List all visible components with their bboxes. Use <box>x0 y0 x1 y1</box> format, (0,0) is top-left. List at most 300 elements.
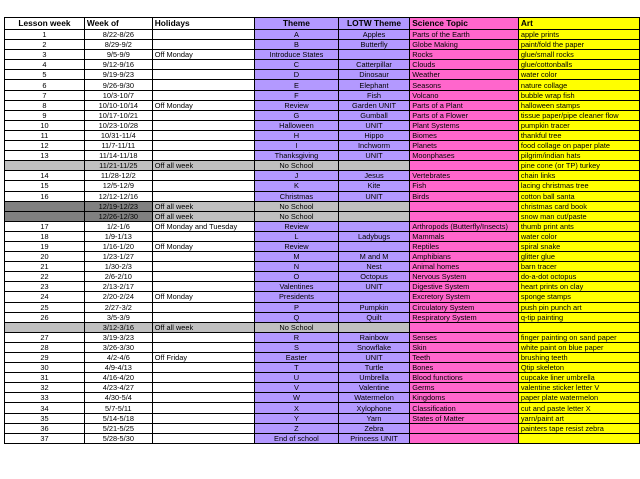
cell-lotw-theme[interactable] <box>338 201 409 211</box>
cell-holidays[interactable] <box>152 373 254 383</box>
cell-holidays[interactable] <box>152 30 254 40</box>
cell-holidays[interactable]: Off Monday <box>152 292 254 302</box>
cell-lotw-theme[interactable]: Fish <box>338 90 409 100</box>
cell-holidays[interactable] <box>152 433 254 443</box>
cell-week-of[interactable]: 2/6-2/10 <box>84 272 152 282</box>
cell-lesson-week[interactable]: 31 <box>5 373 85 383</box>
cell-science-topic[interactable]: Biomes <box>410 130 519 140</box>
cell-week-of[interactable]: 2/20-2/24 <box>84 292 152 302</box>
cell-lesson-week[interactable] <box>5 211 85 221</box>
cell-lesson-week[interactable]: 12 <box>5 141 85 151</box>
cell-lesson-week[interactable] <box>5 161 85 171</box>
cell-art[interactable]: cupcake liner umbrella <box>518 373 639 383</box>
cell-lesson-week[interactable]: 7 <box>5 90 85 100</box>
cell-lotw-theme[interactable]: Inchworm <box>338 141 409 151</box>
cell-holidays[interactable] <box>152 70 254 80</box>
cell-art[interactable]: Qtip skeleton <box>518 363 639 373</box>
cell-lesson-week[interactable]: 28 <box>5 342 85 352</box>
cell-holidays[interactable] <box>152 282 254 292</box>
cell-art[interactable]: sponge stamps <box>518 292 639 302</box>
cell-science-topic[interactable]: Kingdoms <box>410 393 519 403</box>
cell-week-of[interactable]: 10/23-10/28 <box>84 120 152 130</box>
cell-lotw-theme[interactable]: Yarn <box>338 413 409 423</box>
cell-theme[interactable]: B <box>255 40 339 50</box>
cell-art[interactable]: barn tracer <box>518 262 639 272</box>
cell-week-of[interactable]: 9/5-9/9 <box>84 50 152 60</box>
cell-lotw-theme[interactable]: Ladybugs <box>338 231 409 241</box>
cell-theme[interactable]: N <box>255 262 339 272</box>
cell-science-topic[interactable]: Birds <box>410 191 519 201</box>
cell-week-of[interactable]: 3/5-3/9 <box>84 312 152 322</box>
cell-art[interactable]: thumb print ants <box>518 221 639 231</box>
cell-science-topic[interactable]: Arthropods (Butterfly/Insects) <box>410 221 519 231</box>
cell-science-topic[interactable]: Bones <box>410 363 519 373</box>
cell-theme[interactable]: F <box>255 90 339 100</box>
cell-theme[interactable]: T <box>255 363 339 373</box>
cell-art[interactable]: q-tip painting <box>518 312 639 322</box>
cell-lotw-theme[interactable]: Catterpillar <box>338 60 409 70</box>
cell-week-of[interactable]: 5/7-5/11 <box>84 403 152 413</box>
cell-week-of[interactable]: 10/31-11/4 <box>84 130 152 140</box>
cell-lesson-week[interactable]: 37 <box>5 433 85 443</box>
cell-science-topic[interactable]: Seasons <box>410 80 519 90</box>
cell-art[interactable] <box>518 433 639 443</box>
cell-week-of[interactable]: 1/23-1/27 <box>84 252 152 262</box>
cell-week-of[interactable]: 1/16-1/20 <box>84 241 152 251</box>
cell-art[interactable]: water color <box>518 231 639 241</box>
cell-lesson-week[interactable]: 29 <box>5 353 85 363</box>
cell-lotw-theme[interactable]: Zebra <box>338 423 409 433</box>
cell-science-topic[interactable]: Germs <box>410 383 519 393</box>
table-row <box>5 383 640 393</box>
cell-theme[interactable]: Review <box>255 100 339 110</box>
cell-lotw-theme[interactable]: Valentine <box>338 383 409 393</box>
cell-theme[interactable]: V <box>255 383 339 393</box>
cell-lotw-theme[interactable]: Jesus <box>338 171 409 181</box>
cell-lesson-week[interactable]: 18 <box>5 231 85 241</box>
cell-lotw-theme[interactable]: UNIT <box>338 353 409 363</box>
cell-holidays[interactable] <box>152 252 254 262</box>
cell-art[interactable]: thankful tree <box>518 130 639 140</box>
cell-holidays[interactable]: Off Friday <box>152 353 254 363</box>
cell-science-topic[interactable]: Nervous System <box>410 272 519 282</box>
cell-science-topic[interactable]: Animal homes <box>410 262 519 272</box>
cell-lesson-week[interactable]: 3 <box>5 50 85 60</box>
cell-week-of[interactable]: 11/21-11/25 <box>84 161 152 171</box>
cell-art[interactable]: valentine sticker letter V <box>518 383 639 393</box>
cell-holidays[interactable] <box>152 332 254 342</box>
cell-week-of[interactable]: 10/3-10/7 <box>84 90 152 100</box>
cell-theme[interactable]: I <box>255 141 339 151</box>
cell-lesson-week[interactable]: 6 <box>5 80 85 90</box>
cell-holidays[interactable] <box>152 120 254 130</box>
cell-lesson-week[interactable]: 27 <box>5 332 85 342</box>
cell-holidays[interactable]: Off Monday <box>152 241 254 251</box>
cell-lotw-theme[interactable]: Xylophone <box>338 403 409 413</box>
cell-lotw-theme[interactable]: M and M <box>338 252 409 262</box>
cell-holidays[interactable] <box>152 40 254 50</box>
cell-art[interactable]: tissue paper/pipe cleaner flow <box>518 110 639 120</box>
cell-art[interactable]: spiral snake <box>518 241 639 251</box>
cell-week-of[interactable]: 4/9-4/13 <box>84 363 152 373</box>
cell-holidays[interactable] <box>152 393 254 403</box>
cell-theme[interactable]: Thanksgiving <box>255 151 339 161</box>
cell-lesson-week[interactable]: 30 <box>5 363 85 373</box>
cell-lesson-week[interactable]: 10 <box>5 120 85 130</box>
cell-art[interactable]: bubble wrap fish <box>518 90 639 100</box>
cell-theme[interactable]: M <box>255 252 339 262</box>
cell-theme[interactable]: Introduce States <box>255 50 339 60</box>
cell-lesson-week[interactable]: 24 <box>5 292 85 302</box>
cell-lesson-week[interactable]: 36 <box>5 423 85 433</box>
cell-theme[interactable]: Y <box>255 413 339 423</box>
cell-week-of[interactable]: 9/26-9/30 <box>84 80 152 90</box>
cell-week-of[interactable]: 8/29-9/2 <box>84 40 152 50</box>
table-row <box>5 252 640 262</box>
cell-holidays[interactable] <box>152 110 254 120</box>
cell-lesson-week[interactable]: 5 <box>5 70 85 80</box>
cell-week-of[interactable]: 12/26-12/30 <box>84 211 152 221</box>
header-lesson-week[interactable]: Lesson week <box>5 18 85 30</box>
cell-lotw-theme[interactable]: Princess UNIT <box>338 433 409 443</box>
cell-lesson-week[interactable]: 25 <box>5 302 85 312</box>
cell-theme[interactable]: Review <box>255 221 339 231</box>
cell-science-topic[interactable]: Excretory System <box>410 292 519 302</box>
cell-science-topic[interactable]: Clouds <box>410 60 519 70</box>
cell-art[interactable]: glue/small rocks <box>518 50 639 60</box>
cell-science-topic[interactable]: States of Matter <box>410 413 519 423</box>
cell-holidays[interactable]: Off all week <box>152 201 254 211</box>
cell-holidays[interactable] <box>152 262 254 272</box>
cell-science-topic[interactable] <box>410 433 519 443</box>
cell-theme[interactable]: E <box>255 80 339 90</box>
cell-holidays[interactable] <box>152 383 254 393</box>
cell-science-topic[interactable] <box>410 211 519 221</box>
cell-holidays[interactable]: Off all week <box>152 161 254 171</box>
cell-holidays[interactable] <box>152 60 254 70</box>
cell-week-of[interactable]: 11/7-11/11 <box>84 141 152 151</box>
cell-week-of[interactable]: 4/16-4/20 <box>84 373 152 383</box>
cell-theme[interactable]: R <box>255 332 339 342</box>
cell-week-of[interactable]: 10/10-10/14 <box>84 100 152 110</box>
cell-science-topic[interactable]: Fish <box>410 181 519 191</box>
cell-art[interactable]: glitter glue <box>518 252 639 262</box>
cell-week-of[interactable]: 4/23-4/27 <box>84 383 152 393</box>
cell-lotw-theme[interactable]: Snowflake <box>338 342 409 352</box>
cell-lesson-week[interactable]: 26 <box>5 312 85 322</box>
cell-theme[interactable]: X <box>255 403 339 413</box>
cell-holidays[interactable] <box>152 403 254 413</box>
cell-week-of[interactable]: 9/19-9/23 <box>84 70 152 80</box>
cell-science-topic[interactable]: Rocks <box>410 50 519 60</box>
header-lotw-theme[interactable]: LOTW Theme <box>338 18 409 30</box>
cell-theme[interactable]: S <box>255 342 339 352</box>
cell-art[interactable]: cotton ball santa <box>518 191 639 201</box>
cell-lesson-week[interactable]: 23 <box>5 282 85 292</box>
cell-theme[interactable]: C <box>255 60 339 70</box>
cell-lotw-theme[interactable]: UNIT <box>338 282 409 292</box>
cell-holidays[interactable] <box>152 171 254 181</box>
cell-theme[interactable]: Presidents <box>255 292 339 302</box>
cell-science-topic[interactable]: Mammals <box>410 231 519 241</box>
cell-art[interactable]: brushing teeth <box>518 353 639 363</box>
cell-art[interactable]: pumpkin tracer <box>518 120 639 130</box>
cell-holidays[interactable] <box>152 342 254 352</box>
cell-science-topic[interactable]: Plant Systems <box>410 120 519 130</box>
cell-art[interactable]: food collage on paper plate <box>518 141 639 151</box>
cell-holidays[interactable] <box>152 363 254 373</box>
cell-holidays[interactable] <box>152 191 254 201</box>
cell-lesson-week[interactable]: 1 <box>5 30 85 40</box>
cell-lotw-theme[interactable] <box>338 322 409 332</box>
cell-lesson-week[interactable]: 8 <box>5 100 85 110</box>
cell-theme[interactable]: Valentines <box>255 282 339 292</box>
cell-theme[interactable]: No School <box>255 322 339 332</box>
cell-lotw-theme[interactable]: Pumpkin <box>338 302 409 312</box>
header-art[interactable]: Art <box>518 18 639 30</box>
cell-theme[interactable]: H <box>255 130 339 140</box>
cell-week-of[interactable]: 2/27-3/2 <box>84 302 152 312</box>
cell-science-topic[interactable] <box>410 161 519 171</box>
cell-holidays[interactable] <box>152 130 254 140</box>
cell-lotw-theme[interactable]: Hippo <box>338 130 409 140</box>
cell-art[interactable]: pilgrim/indian hats <box>518 151 639 161</box>
header-theme[interactable]: Theme <box>255 18 339 30</box>
cell-lotw-theme[interactable] <box>338 211 409 221</box>
header-week-of[interactable]: Week of <box>84 18 152 30</box>
cell-lotw-theme[interactable]: Apples <box>338 30 409 40</box>
cell-week-of[interactable]: 3/12-3/16 <box>84 322 152 332</box>
cell-science-topic[interactable]: Moonphases <box>410 151 519 161</box>
cell-theme[interactable]: Z <box>255 423 339 433</box>
cell-lesson-week[interactable]: 14 <box>5 171 85 181</box>
cell-holidays[interactable] <box>152 302 254 312</box>
cell-art[interactable]: christmas card book <box>518 201 639 211</box>
cell-theme[interactable]: W <box>255 393 339 403</box>
cell-holidays[interactable]: Off all week <box>152 211 254 221</box>
cell-lotw-theme[interactable]: Turtle <box>338 363 409 373</box>
cell-lotw-theme[interactable] <box>338 50 409 60</box>
cell-lesson-week[interactable] <box>5 201 85 211</box>
cell-lotw-theme[interactable] <box>338 161 409 171</box>
cell-holidays[interactable]: Off Monday and Tuesday <box>152 221 254 231</box>
cell-theme[interactable]: Halloween <box>255 120 339 130</box>
cell-art[interactable]: yarn/paint art <box>518 413 639 423</box>
cell-lotw-theme[interactable]: Gumball <box>338 110 409 120</box>
table-row <box>5 322 640 332</box>
cell-science-topic[interactable]: Weather <box>410 70 519 80</box>
cell-art[interactable]: cut and paste letter X <box>518 403 639 413</box>
cell-theme[interactable]: A <box>255 30 339 40</box>
cell-lesson-week[interactable]: 9 <box>5 110 85 120</box>
cell-theme[interactable]: D <box>255 70 339 80</box>
cell-art[interactable]: apple prints <box>518 30 639 40</box>
cell-art[interactable]: finger painting on sand paper <box>518 332 639 342</box>
cell-theme[interactable]: Q <box>255 312 339 322</box>
table-row <box>5 332 640 342</box>
cell-holidays[interactable] <box>152 423 254 433</box>
cell-theme[interactable]: No School <box>255 201 339 211</box>
cell-holidays[interactable] <box>152 181 254 191</box>
cell-science-topic[interactable]: Volcano <box>410 90 519 100</box>
cell-art[interactable]: paper plate watermelon <box>518 393 639 403</box>
cell-science-topic[interactable]: Amphibians <box>410 252 519 262</box>
cell-science-topic[interactable] <box>410 322 519 332</box>
cell-week-of[interactable]: 4/2-4/6 <box>84 353 152 363</box>
cell-lesson-week[interactable]: 34 <box>5 403 85 413</box>
cell-art[interactable]: snow man cut/paste <box>518 211 639 221</box>
cell-holidays[interactable] <box>152 80 254 90</box>
cell-week-of[interactable]: 1/2-1/6 <box>84 221 152 231</box>
cell-week-of[interactable]: 5/28-5/30 <box>84 433 152 443</box>
cell-lesson-week[interactable]: 17 <box>5 221 85 231</box>
cell-week-of[interactable]: 10/17-10/21 <box>84 110 152 120</box>
cell-week-of[interactable]: 5/14-5/18 <box>84 413 152 423</box>
cell-lesson-week[interactable]: 20 <box>5 252 85 262</box>
cell-science-topic[interactable]: Senses <box>410 332 519 342</box>
table-row <box>5 292 640 302</box>
cell-lotw-theme[interactable]: UNIT <box>338 191 409 201</box>
cell-art[interactable]: water color <box>518 70 639 80</box>
cell-art[interactable]: pine cone (or TP) turkey <box>518 161 639 171</box>
cell-week-of[interactable]: 3/26-3/30 <box>84 342 152 352</box>
cell-lesson-week[interactable]: 11 <box>5 130 85 140</box>
cell-science-topic[interactable]: Circulatory System <box>410 302 519 312</box>
cell-holidays[interactable] <box>152 312 254 322</box>
cell-art[interactable]: nature collage <box>518 80 639 90</box>
table-row <box>5 130 640 140</box>
cell-week-of[interactable]: 1/9-1/13 <box>84 231 152 241</box>
cell-science-topic[interactable]: Digestive System <box>410 282 519 292</box>
cell-art[interactable]: push pin punch art <box>518 302 639 312</box>
cell-week-of[interactable]: 8/22-8/26 <box>84 30 152 40</box>
header-science-topic[interactable]: Science Topic <box>410 18 519 30</box>
cell-lotw-theme[interactable]: Watermelon <box>338 393 409 403</box>
cell-art[interactable]: chain links <box>518 171 639 181</box>
cell-lesson-week[interactable]: 19 <box>5 241 85 251</box>
cell-lotw-theme[interactable] <box>338 241 409 251</box>
cell-theme[interactable]: Christmas <box>255 191 339 201</box>
cell-lesson-week[interactable]: 2 <box>5 40 85 50</box>
cell-week-of[interactable]: 4/30-5/4 <box>84 393 152 403</box>
cell-holidays[interactable] <box>152 141 254 151</box>
cell-week-of[interactable]: 11/14-11/18 <box>84 151 152 161</box>
cell-week-of[interactable]: 12/19-12/23 <box>84 201 152 211</box>
cell-art[interactable]: white paint on blue paper <box>518 342 639 352</box>
cell-theme[interactable]: G <box>255 110 339 120</box>
cell-lesson-week[interactable]: 35 <box>5 413 85 423</box>
cell-lotw-theme[interactable] <box>338 221 409 231</box>
cell-holidays[interactable] <box>152 90 254 100</box>
cell-lotw-theme[interactable]: Quilt <box>338 312 409 322</box>
cell-week-of[interactable]: 3/19-3/23 <box>84 332 152 342</box>
cell-art[interactable]: glue/cottonballs <box>518 60 639 70</box>
cell-art[interactable]: lacing christmas tree <box>518 181 639 191</box>
cell-week-of[interactable]: 12/12-12/16 <box>84 191 152 201</box>
cell-holidays[interactable]: Off Monday <box>152 100 254 110</box>
cell-theme[interactable]: No School <box>255 211 339 221</box>
cell-art[interactable]: halloween stamps <box>518 100 639 110</box>
cell-lotw-theme[interactable]: Umbrella <box>338 373 409 383</box>
cell-art[interactable] <box>518 322 639 332</box>
cell-theme[interactable]: L <box>255 231 339 241</box>
cell-lotw-theme[interactable]: Garden UNIT <box>338 100 409 110</box>
cell-theme[interactable]: Easter <box>255 353 339 363</box>
cell-science-topic[interactable]: Globe Making <box>410 40 519 50</box>
cell-theme[interactable]: O <box>255 272 339 282</box>
cell-art[interactable]: paint/fold the paper <box>518 40 639 50</box>
cell-lesson-week[interactable]: 15 <box>5 181 85 191</box>
cell-holidays[interactable]: Off all week <box>152 322 254 332</box>
cell-science-topic[interactable]: Skin <box>410 342 519 352</box>
cell-lotw-theme[interactable]: Elephant <box>338 80 409 90</box>
cell-science-topic[interactable]: Teeth <box>410 353 519 363</box>
cell-holidays[interactable] <box>152 413 254 423</box>
cell-science-topic[interactable]: Respiratory System <box>410 312 519 322</box>
cell-lesson-week[interactable]: 16 <box>5 191 85 201</box>
cell-lesson-week[interactable]: 22 <box>5 272 85 282</box>
cell-holidays[interactable] <box>152 231 254 241</box>
cell-week-of[interactable]: 1/30-2/3 <box>84 262 152 272</box>
cell-week-of[interactable]: 12/5-12/9 <box>84 181 152 191</box>
cell-science-topic[interactable] <box>410 423 519 433</box>
cell-lesson-week[interactable]: 33 <box>5 393 85 403</box>
cell-week-of[interactable]: 2/13-2/17 <box>84 282 152 292</box>
cell-science-topic[interactable]: Classification <box>410 403 519 413</box>
cell-lesson-week[interactable]: 13 <box>5 151 85 161</box>
cell-art[interactable]: do-a-dot octopus <box>518 272 639 282</box>
cell-lotw-theme[interactable]: Octopus <box>338 272 409 282</box>
cell-science-topic[interactable]: Parts of a Flower <box>410 110 519 120</box>
cell-holidays[interactable]: Off Monday <box>152 50 254 60</box>
cell-science-topic[interactable]: Vertebrates <box>410 171 519 181</box>
header-holidays[interactable]: Holidays <box>152 18 254 30</box>
cell-art[interactable]: heart prints on clay <box>518 282 639 292</box>
cell-week-of[interactable]: 5/21-5/25 <box>84 423 152 433</box>
cell-lesson-week[interactable]: 32 <box>5 383 85 393</box>
cell-science-topic[interactable]: Reptiles <box>410 241 519 251</box>
cell-lotw-theme[interactable]: Kite <box>338 181 409 191</box>
cell-theme[interactable]: End of school <box>255 433 339 443</box>
cell-theme[interactable]: No School <box>255 161 339 171</box>
cell-theme[interactable]: J <box>255 171 339 181</box>
cell-lotw-theme[interactable]: Nest <box>338 262 409 272</box>
cell-theme[interactable]: K <box>255 181 339 191</box>
cell-science-topic[interactable]: Parts of the Earth <box>410 30 519 40</box>
cell-holidays[interactable] <box>152 272 254 282</box>
cell-lotw-theme[interactable] <box>338 292 409 302</box>
cell-lotw-theme[interactable]: Butterfly <box>338 40 409 50</box>
cell-science-topic[interactable]: Parts of a Plant <box>410 100 519 110</box>
cell-lotw-theme[interactable]: UNIT <box>338 120 409 130</box>
cell-lesson-week[interactable] <box>5 322 85 332</box>
cell-holidays[interactable] <box>152 151 254 161</box>
cell-theme[interactable]: U <box>255 373 339 383</box>
cell-science-topic[interactable] <box>410 201 519 211</box>
cell-science-topic[interactable]: Planets <box>410 141 519 151</box>
cell-lotw-theme[interactable]: UNIT <box>338 151 409 161</box>
cell-theme[interactable]: P <box>255 302 339 312</box>
cell-lotw-theme[interactable]: Dinosaur <box>338 70 409 80</box>
cell-lesson-week[interactable]: 21 <box>5 262 85 272</box>
cell-lotw-theme[interactable]: Rainbow <box>338 332 409 342</box>
cell-week-of[interactable]: 9/12-9/16 <box>84 60 152 70</box>
cell-week-of[interactable]: 11/28-12/2 <box>84 171 152 181</box>
cell-art[interactable]: painters tape resist zebra <box>518 423 639 433</box>
cell-theme[interactable]: Review <box>255 241 339 251</box>
cell-science-topic[interactable]: Blood functions <box>410 373 519 383</box>
cell-lesson-week[interactable]: 4 <box>5 60 85 70</box>
